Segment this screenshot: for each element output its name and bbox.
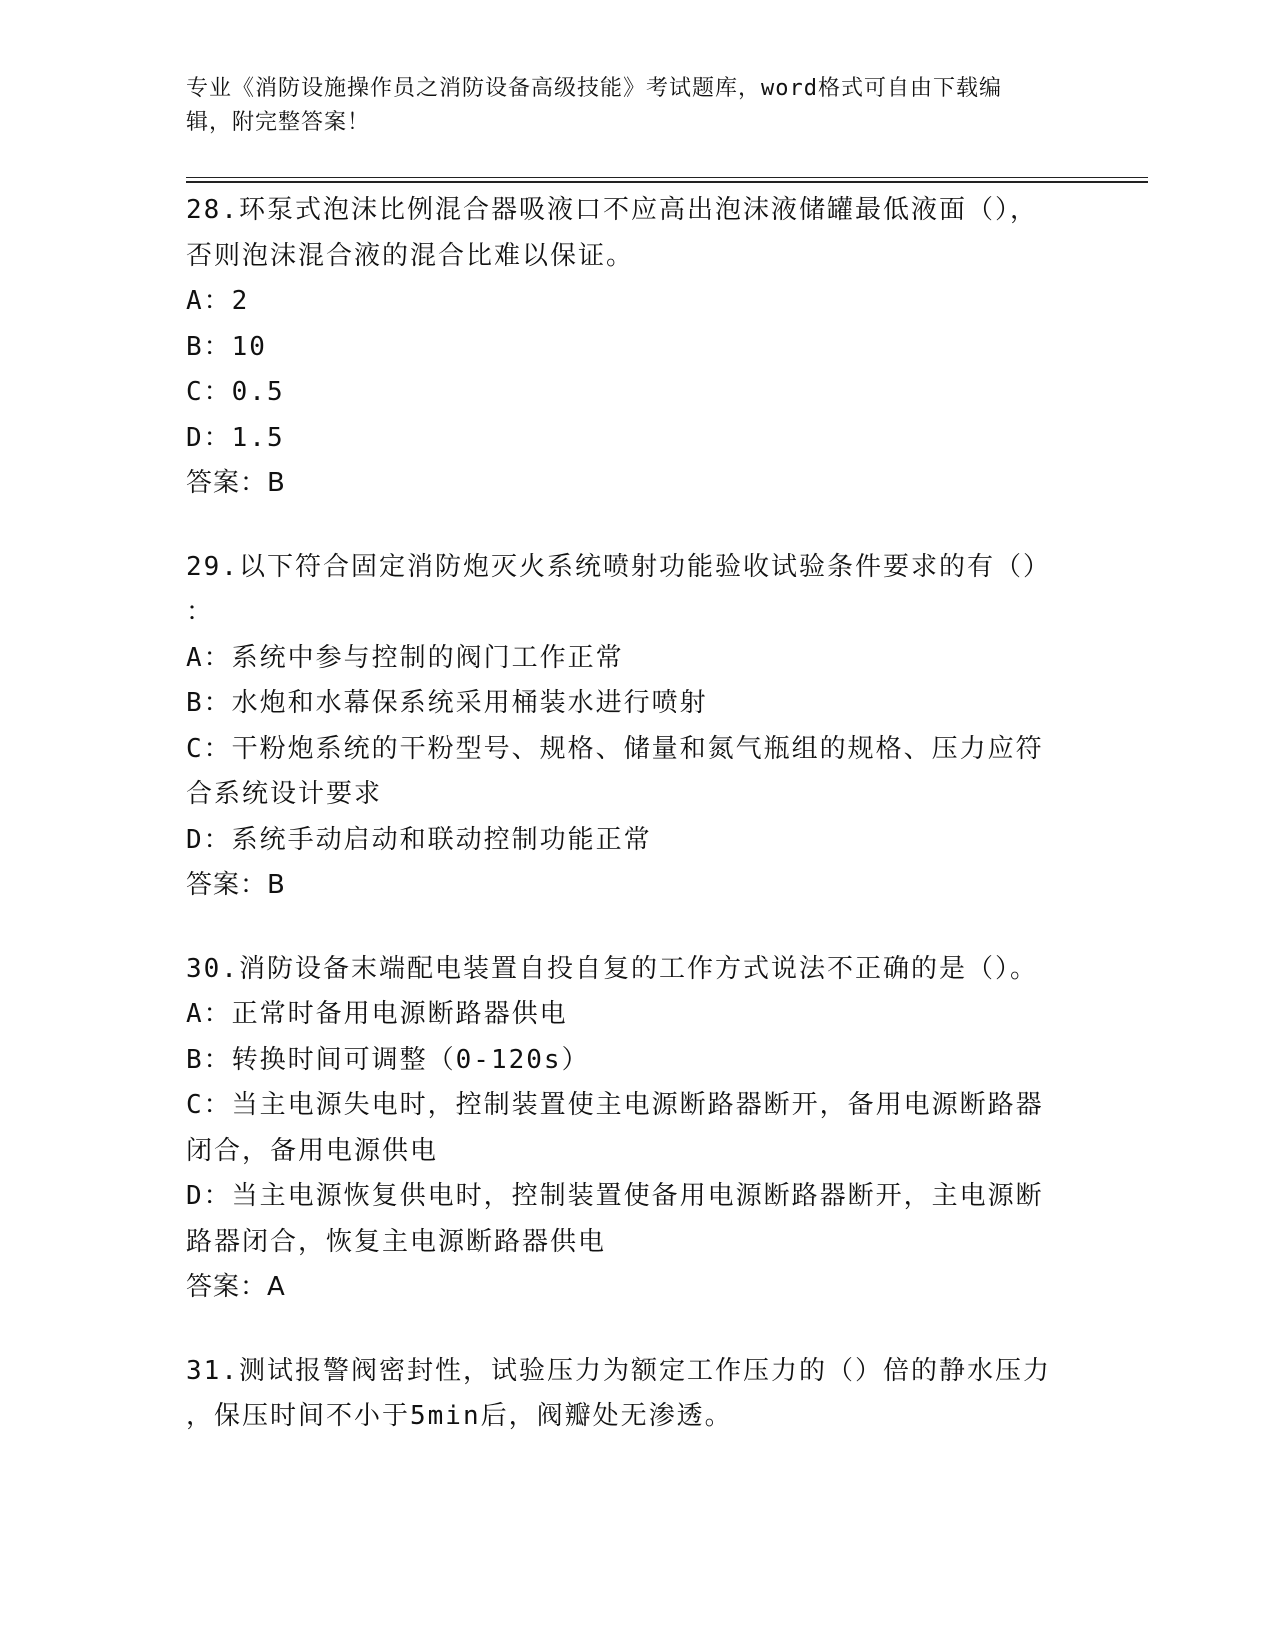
option-c-continued: 闭合，备用电源供电 <box>186 1135 439 1166</box>
option-b: B：转换时间可调整（0-120s） <box>186 1044 590 1075</box>
option-d: D：系统手动启动和联动控制功能正常 <box>186 824 652 855</box>
question-28 <box>186 188 1086 507</box>
option-a: A：系统中参与控制的阀门工作正常 <box>186 642 624 673</box>
header-line-2: 辑，附完整答案！ <box>186 110 371 135</box>
question-stem-line: 28.环泵式泡沫比例混合器吸液口不应高出泡沫液储罐最低液面（）， <box>186 195 1038 225</box>
option-d: D：1.5 <box>186 422 285 453</box>
question-stem-line: 29.以下符合固定消防炮灭火系统喷射功能验收试验条件要求的有（） <box>186 551 1051 582</box>
option-b: B：10 <box>186 331 267 362</box>
question-stem-line: ： <box>186 597 215 627</box>
answer-line: 答案：A <box>186 1272 286 1302</box>
question-stem-line: 31.测试报警阀密封性，试验压力为额定工作压力的（）倍的静水压力 <box>186 1355 1051 1386</box>
answer-line: 答案：B <box>186 870 286 900</box>
header-line-1: 专业《消防设施操作员之消防设备高级技能》考试题库，word格式可自由下载编 <box>186 76 1002 101</box>
question-30 <box>186 947 1086 1311</box>
option-b: B：水炮和水幕保系统采用桶装水进行喷射 <box>186 688 708 718</box>
header-divider-thick <box>186 181 1148 183</box>
option-c: C：0.5 <box>186 377 285 407</box>
header-divider-thin <box>186 177 1148 178</box>
option-d: D：当主电源恢复供电时，控制装置使备用电源断路器断开，主电源断 <box>186 1181 1044 1211</box>
option-c: C：当主电源失电时，控制装置使主电源断路器断开，备用电源断路器 <box>186 1090 1044 1120</box>
question-stem-line: 否则泡沫混合液的混合比难以保证。 <box>186 240 635 271</box>
option-d-continued: 路器闭合，恢复主电源断路器供电 <box>186 1226 607 1257</box>
option-c: C：干粉炮系统的干粉型号、规格、储量和氮气瓶组的规格、压力应符 <box>186 733 1044 764</box>
question-29 <box>186 545 1086 909</box>
document-header <box>186 72 1086 140</box>
option-a: A：正常时备用电源断路器供电 <box>186 999 568 1029</box>
option-c-continued: 合系统设计要求 <box>186 779 383 809</box>
question-stem-line: 30.消防设备末端配电装置自投自复的工作方式说法不正确的是（）。 <box>186 953 1038 984</box>
question-stem-line: ，保压时间不小于5min后，阀瓣处无渗透。 <box>186 1401 733 1431</box>
question-list <box>186 188 1086 1478</box>
question-31 <box>186 1349 1086 1440</box>
answer-line: 答案：B <box>186 468 286 498</box>
option-a: A：2 <box>186 286 250 316</box>
